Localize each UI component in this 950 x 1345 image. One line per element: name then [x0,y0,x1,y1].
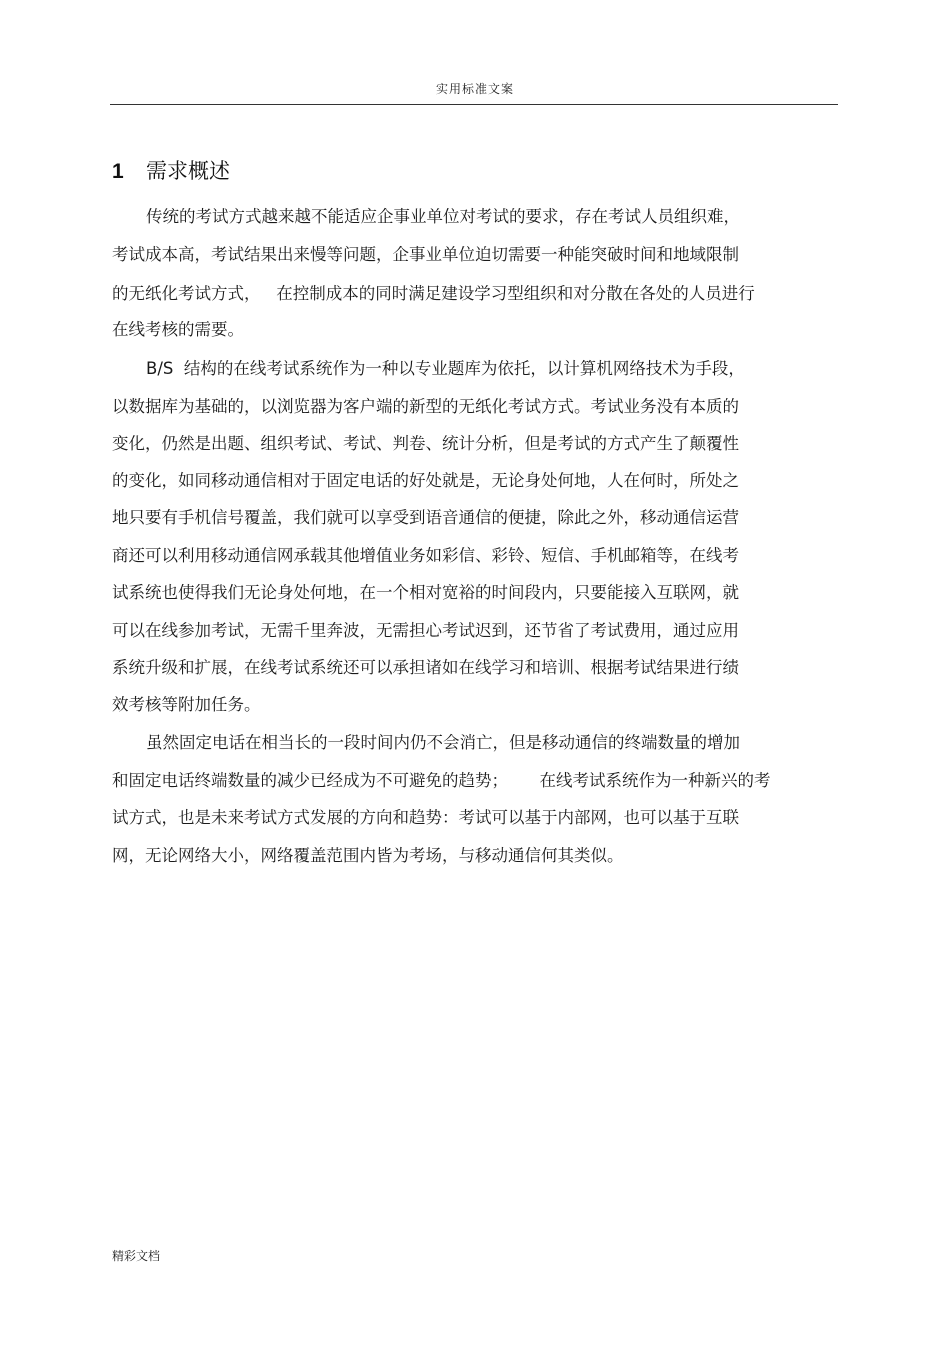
section-number: 1 [112,160,124,183]
paragraph-2-line-2: 以数据库为基础的，以浏览器为客户端的新型的无纸化考试方式。考试业务没有本质的 [112,397,739,416]
paragraph-2-line-9: 系统升级和扩展，在线考试系统还可以承担诸如在线学习和培训、根据考试结果进行绩 [112,658,739,677]
paragraph-1-line-1: 传统的考试方式越来越不能适应企事业单位对考试的要求，存在考试人员组织难， [146,207,740,226]
paragraph-2-line-5: 地只要有手机信号覆盖，我们就可以享受到语音通信的便捷，除此之外，移动通信运营 [112,508,739,527]
paragraph-1-line-3: 的无纸化考试方式， 在控制成本的同时满足建设学习型组织和对分散在各处的人员进行 [112,284,755,303]
section-heading [112,155,230,185]
paragraph-2-line-7: 试系统也使得我们无论身处何地，在一个相对宽裕的时间段内，只要能接入互联网，就 [112,583,739,602]
paragraph-3-line-4: 网，无论网络大小，网络覆盖范围内皆为考场，与移动通信何其类似。 [112,846,624,865]
paragraph-2-line-3: 变化，仍然是出题、组织考试、考试、判卷、统计分析，但是考试的方式产生了颠覆性 [112,434,739,453]
paragraph-2-line-10: 效考核等附加任务。 [112,695,261,714]
paragraph-1-line-2: 考试成本高，考试结果出来慢等问题，企事业单位迫切需要一种能突破时间和地域限制 [112,245,739,264]
paragraph-3-line-1: 虽然固定电话在相当长的一段时间内仍不会消亡，但是移动通信的终端数量的增加 [146,733,740,752]
page-header: 实用标准文案 [435,82,514,96]
paragraph-2-line-6: 商还可以利用移动通信网承载其他增值业务如彩信、彩铃、短信、手机邮箱等，在线考 [112,546,739,565]
header-divider [110,104,838,105]
paragraph-1-line-4: 在线考核的需要。 [112,320,244,339]
section-title: 需求概述 [146,159,230,183]
paragraph-2-line-1: B/S 结构的在线考试系统作为一种以专业题库为依托，以计算机网络技术为手段， [146,359,745,378]
paragraph-3-line-2: 和固定电话终端数量的减少已经成为不可避免的趋势； 在线考试系统作为一种新兴的考 [112,771,771,790]
paragraph-2-line-4: 的变化，如同移动通信相对于固定电话的好处就是，无论身处何地，人在何时，所处之 [112,471,739,490]
page-footer: 精彩文档 [112,1249,161,1263]
paragraph-2-line-8: 可以在线参加考试，无需千里奔波，无需担心考试迟到，还节省了考试费用，通过应用 [112,621,739,640]
paragraph-3-line-3: 试方式，也是未来考试方式发展的方向和趋势：考试可以基于内部网，也可以基于互联 [112,808,739,827]
